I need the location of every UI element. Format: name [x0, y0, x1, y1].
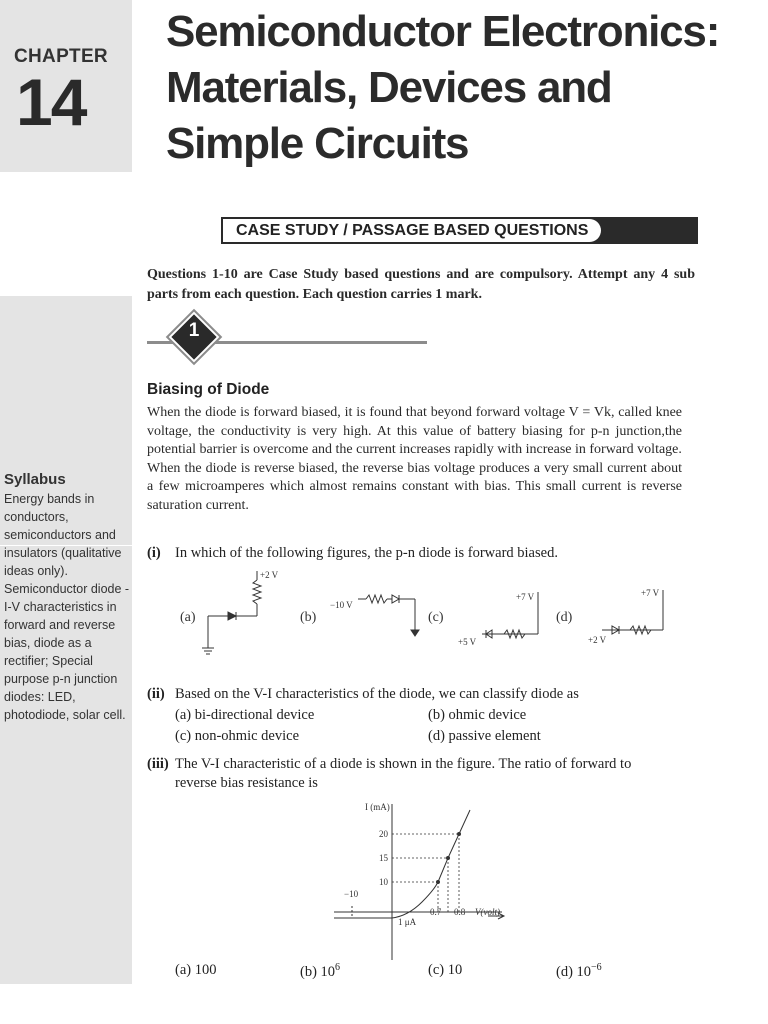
- figure-d-voltage-top: +7 V: [641, 588, 660, 598]
- question-ii-text: Based on the V-I characteristics of the diode, we can classify diode as: [175, 686, 579, 702]
- question-ii-option-d[interactable]: (d) passive element: [428, 728, 541, 744]
- question-iii-option-d[interactable]: [556, 962, 602, 981]
- graph-y-label: I (mA): [365, 802, 390, 812]
- graph-y-tick-15: 15: [379, 853, 388, 863]
- title-line-2: Materials, Devices and: [166, 63, 612, 112]
- circuit-b: [358, 595, 419, 636]
- graph-x-tick-08: 0.8: [454, 907, 466, 917]
- chapter-label: CHAPTER: [14, 46, 108, 67]
- figure-b-label: (b): [300, 610, 317, 625]
- section-title: Biasing of Diode: [147, 381, 270, 398]
- graph-x-tick-07: 0.7: [430, 907, 442, 917]
- figure-a-label: (a): [180, 610, 196, 625]
- figure-c-voltage-top: +7 V: [516, 592, 535, 602]
- passage-paragraph-1: When the diode is forward biased, it is found that beyond forward voltage V = Vk, called knee voltage, the conductivity is very high. At this value of battery biasing for p-n junction,the potential barrier is overcome and the current increases rapidly with increase in forward voltage.: [147, 405, 682, 457]
- question-number: 1: [188, 320, 200, 341]
- graph-y-tick-20: 20: [379, 829, 388, 839]
- graph-neg-voltage: −10: [344, 889, 359, 899]
- syllabus-text: Energy bands in conductors, semiconductors and insulators (qualitative ideas only). Semiconductor diode - I-V characteristics in forward and reverse bias, diode as a rectifier; Special purpose p-n junction diodes: LED, photodiode, solar cell.: [4, 492, 130, 722]
- figure-c-voltage-bottom: +5 V: [458, 637, 477, 647]
- title-line-1: Semiconductor Electronics:: [166, 7, 720, 56]
- question-ii-option-b[interactable]: (b) ohmic device: [428, 707, 527, 723]
- option-d-exponent: −6: [591, 962, 602, 973]
- figure-b-voltage: −10 V: [330, 600, 353, 610]
- question-ii-option-c[interactable]: (c) non-ohmic device: [175, 728, 300, 744]
- option-b-base: (b) 10: [300, 963, 336, 980]
- circuit-a: [202, 571, 261, 654]
- graph-reverse-current: 1 μA: [398, 917, 417, 927]
- option-b-exponent: 6: [335, 962, 341, 973]
- question-ii-number: (ii): [147, 686, 165, 702]
- figure-a-voltage: +2 V: [260, 570, 279, 580]
- graph-y-tick-10: 10: [379, 877, 388, 887]
- banner-text: CASE STUDY / PASSAGE BASED QUESTIONS: [236, 222, 589, 239]
- passage-paragraph-2: When the diode is reverse biased, the reverse bias voltage produces a very small current about a few microamperes which almost remains constant with bias. This small current is reverse saturation current.: [147, 460, 682, 513]
- figure-d-label: (d): [556, 610, 573, 625]
- title-line-3: Simple Circuits: [166, 119, 469, 168]
- chapter-title: [166, 4, 746, 172]
- option-d-base: (d) 10: [556, 963, 592, 980]
- question-i-number: (i): [147, 545, 161, 561]
- question-iii-option-c[interactable]: (c) 10: [428, 962, 463, 978]
- question-iii-text-1: The V-I characteristic of a diode is shown in the figure. The ratio of forward to: [175, 756, 632, 772]
- question-ii: [147, 686, 579, 703]
- question-i-text: In which of the following figures, the p-n diode is forward biased.: [175, 545, 558, 561]
- figure-c-label: (c): [428, 610, 444, 625]
- diode-circuits-figure: [170, 566, 700, 666]
- syllabus-heading: Syllabus: [4, 471, 66, 488]
- vi-characteristic-graph: [330, 798, 520, 964]
- figure-d-voltage-bottom: +2 V: [588, 635, 607, 645]
- question-i: [147, 545, 558, 562]
- instructions: Questions 1-10 are Case Study based questions and are compulsory. Attempt any 4 sub parts from each question. Each question carries 1 mark.: [147, 267, 695, 302]
- chapter-number: 14: [16, 65, 86, 139]
- question-iii-number: (iii): [147, 756, 169, 772]
- question-iii-option-a[interactable]: (a) 100: [175, 962, 217, 978]
- question-iii-text-2: reverse bias resistance is: [175, 775, 318, 791]
- question-ii-option-a[interactable]: (a) bi-directional device: [175, 707, 315, 723]
- question-iii: [147, 756, 631, 773]
- graph-x-label: V(volt): [475, 907, 500, 917]
- passage: [147, 404, 682, 515]
- question-iii-option-b[interactable]: [300, 962, 340, 981]
